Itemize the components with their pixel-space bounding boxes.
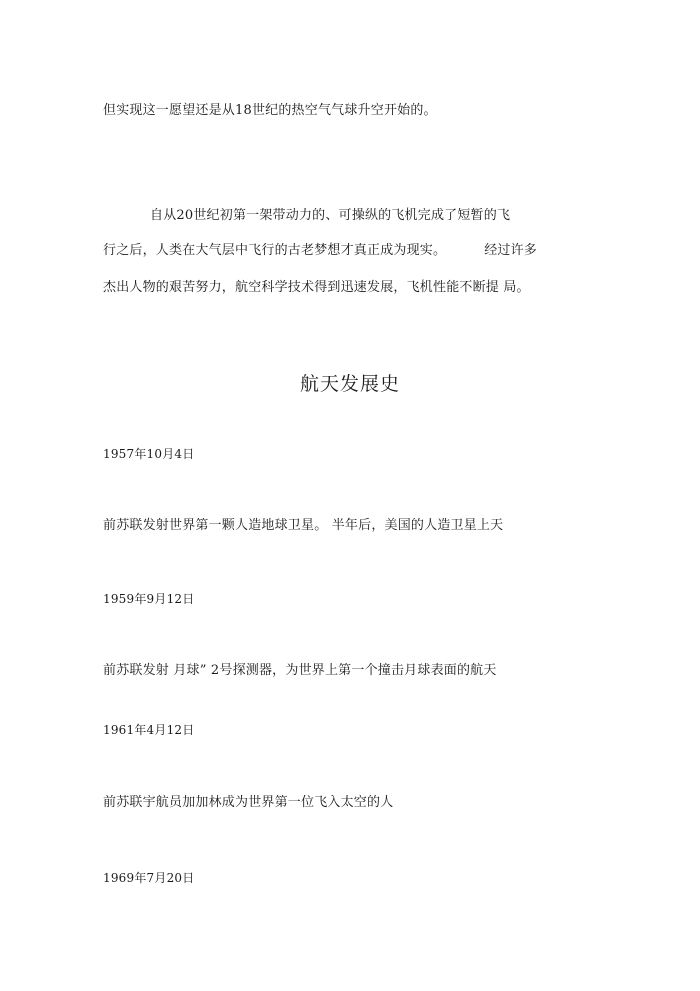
event-date: 1959年9月12日: [103, 592, 195, 606]
section-title: 航天发展史: [299, 373, 400, 395]
event-text: 前苏联发射世界第一颗人造地球卫星。 半年后，美国的人造卫星上天: [103, 518, 504, 533]
aviation-line-1: 自从20世纪初第一架带动力的、可操纵的飞机完成了短暂的飞: [150, 208, 511, 223]
aviation-line-2: [103, 243, 537, 259]
event-text: 前苏联发射 月球” 2号探测器，为世界上第一个撞击月球表面的航天: [103, 663, 497, 678]
event-text: 前苏联宇航员加加林成为世界第一位飞入太空的人: [103, 795, 394, 810]
aviation-line-2-part-b: 经过许多: [484, 243, 538, 258]
event-date: 1957年10月4日: [103, 447, 195, 461]
aviation-line-3: 杰出人物的艰苦努力，航空科学技术得到迅速发展，飞机性能不断提 局。: [103, 280, 530, 295]
aviation-line-2-part-a: 行之后，人类在大气层中飞行的古老梦想才真正成为现实。: [103, 243, 447, 258]
event-date: 1961年4月12日: [103, 723, 195, 737]
intro-paragraph: 但实现这一愿望还是从18世纪的热空气气球升空开始的。: [103, 103, 437, 118]
event-date: 1969年7月20日: [103, 871, 195, 885]
